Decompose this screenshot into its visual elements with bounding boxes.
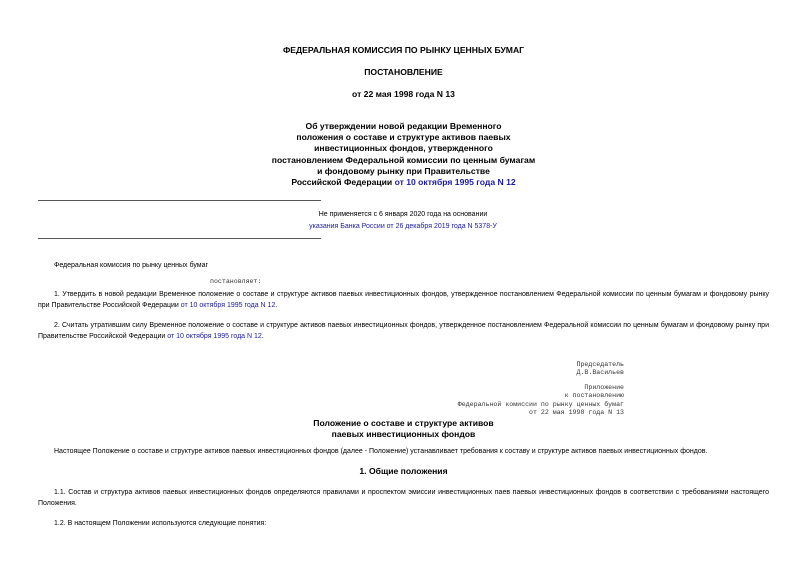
signature-title: Председатель <box>576 361 624 368</box>
regulation-title <box>0 418 807 440</box>
paragraph-1-link[interactable]: от 10 октября 1995 года N 12 <box>180 302 276 309</box>
paragraph-2-text: 2. Считать утратившим силу Временное положение о составе и структуре активов паевых инвестиционных фондов, утвержденное постановлением Федеральной комиссии по ценным бумагам и фондовому рынку при Правительстве Российской Федерации <box>38 322 769 340</box>
regulation-title-line: паевых инвестиционных фондов <box>331 429 476 439</box>
paragraph-1-1: 1.1. Состав и структура активов паевых инвестиционных фондов определяются правилами и проспектом эмиссии инвестиционных паев паевых инвестиционных фондов в соответствии с требованиями настоящего Положения. <box>38 489 769 507</box>
regulation-title-line: Положение о составе и структуре активов <box>313 418 494 428</box>
signature-block <box>577 361 624 378</box>
appendix-line: Приложение <box>584 384 624 391</box>
commission-heading: ФЕДЕРАЛЬНАЯ КОМИССИЯ ПО РЫНКУ ЦЕННЫХ БУМАГ <box>282 45 525 55</box>
title-line: инвестиционных фондов, утвержденного <box>314 143 493 154</box>
title-line: и фондовому рынку при Правительстве <box>317 165 490 176</box>
document-title <box>0 121 807 188</box>
appendix-block <box>458 384 624 418</box>
resolves-word: постановляет: <box>210 278 262 285</box>
document-date-number: от 22 мая 1998 года N 13 <box>352 89 455 99</box>
signature-name: Д.В.Васильев <box>576 369 624 377</box>
validity-notice <box>238 209 568 233</box>
appendix-line: Федеральной комиссии по рынку ценных бумаг <box>457 400 624 408</box>
paragraph-2-end: . <box>261 333 264 340</box>
paragraph-2 <box>38 320 769 342</box>
title-date-link[interactable]: от 10 октября 1995 года N 12 <box>394 177 516 188</box>
divider-top <box>38 200 321 201</box>
title-line: постановлением Федеральной комиссии по ценным бумагам <box>271 154 536 165</box>
title-line <box>0 177 807 188</box>
notice-text: Не применяется с 6 января 2020 года на основании <box>318 211 488 218</box>
paragraph-1 <box>38 289 769 311</box>
paragraph-2-link[interactable]: от 10 октября 1995 года N 12 <box>167 333 262 340</box>
paragraph-1-text: 1. Утвердить в новой редакции Временное положение о составе и структуре активов паевых инвестиционных фондов, утвержденное постановлением Федеральной комиссии по ценным бумагам и фондовому рынку при Правительстве Российской Федерации <box>38 291 769 309</box>
notice-link[interactable]: указания Банка России от 26 декабря 2019 года N 5378-У <box>309 223 497 230</box>
divider-bottom <box>38 238 321 239</box>
document-type: ПОСТАНОВЛЕНИЕ <box>364 67 443 77</box>
section-1-title: 1. Общие положения <box>359 466 448 476</box>
paragraph-1-2: 1.2. В настоящем Положении используются следующие понятия: <box>54 520 267 527</box>
appendix-line: к постановлению <box>564 392 624 400</box>
regulation-intro: Настоящее Положение о составе и структуре активов паевых инвестиционных фондов (далее - Положение) устанавливает требования к составу и структуре активов паевых инвестиционных фондов. <box>54 448 708 455</box>
appendix-line: от 22 мая 1998 года N 13 <box>529 409 624 417</box>
paragraph-1-end: . <box>275 302 278 309</box>
commission-intro: Федеральная комиссия по рынку ценных бумаг <box>54 262 209 269</box>
title-line-text: Российской Федерации <box>291 177 395 188</box>
title-line: Об утверждении новой редакции Временного <box>305 121 502 131</box>
title-line: положения о составе и структуре активов паевых <box>296 132 511 143</box>
